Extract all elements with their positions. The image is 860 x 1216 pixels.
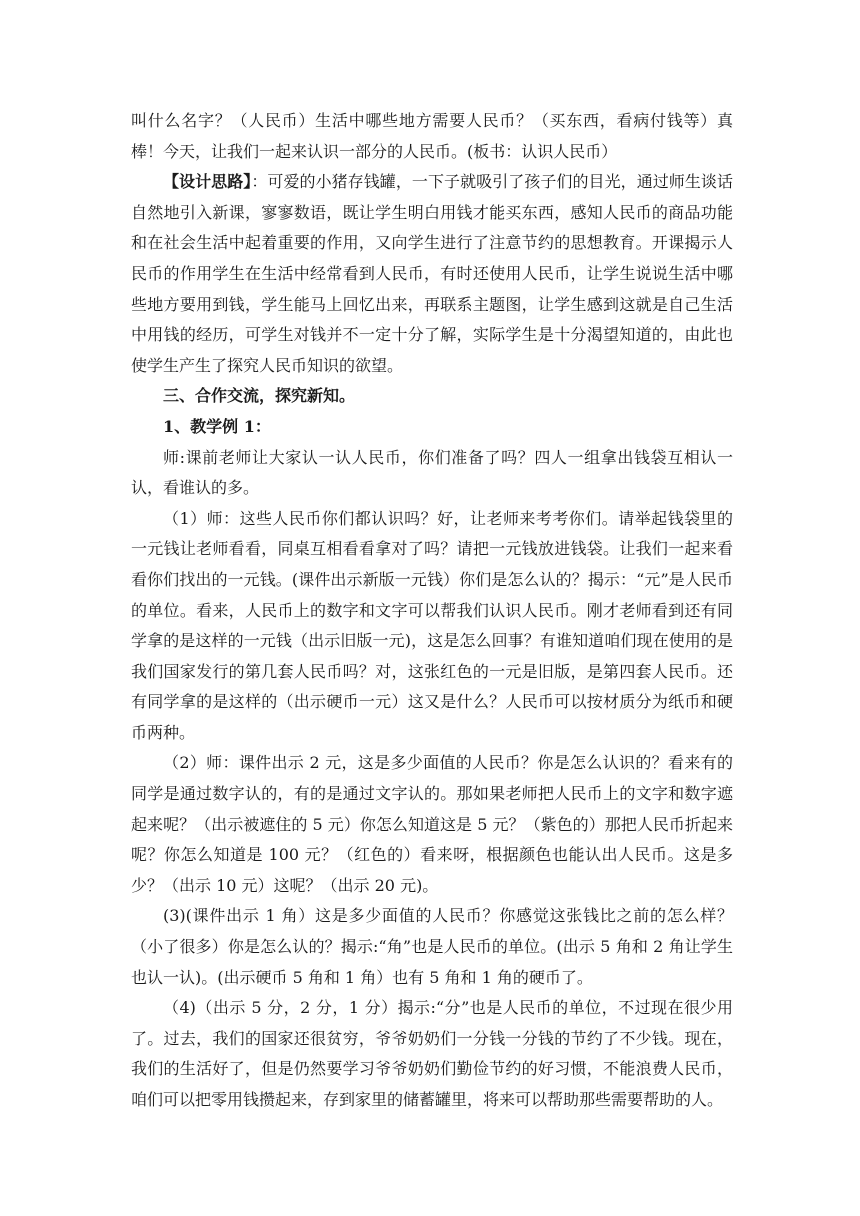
teacher-intro-paragraph: 师:课前老师让大家认一认人民币，你们准备了吗？四人一组拿出钱袋互相认一认，看谁认的多。	[131, 447, 733, 498]
design-idea-text: ：可爱的小猪存钱罐，一下子就吸引了孩子们的目光，通过师生谈话自然地引入新课，寥寥数语，既让学生明白用钱才能买东西，感知人民币的商品功能和在社会生活中起着重要的作用，又向学生进行了注意节约的思想教育。开课揭示人民币的作用学生在生活中经常看到人民币，有时还使用人民币，让学生说说生活中哪些地方要用到钱，学生能马上回忆出来，再联系主题图，让学生感到这就是自己生活中用钱的经历，可学生对钱并不一定十分了解，实际学生是十分渴望知道的，由此也使学生产生了探究人民币知识的欲望。	[131, 172, 733, 375]
intro-paragraph: 叫什么名字？（人民币）生活中哪些地方需要人民币？（买东西，看病付钱等）真棒！今天，让我们一起来认识一部分的人民币。(板书：认识人民币）	[131, 111, 733, 161]
design-idea-paragraph	[131, 167, 733, 381]
document-body	[131, 106, 733, 1116]
example-1-heading: 1、教学例 1：	[163, 416, 271, 436]
item-2-paragraph: （2）师：课件出示 2 元，这是多少面值的人民币？你是怎么认识的？看来有的同学是通过数字认的，有的是通过文字认的。那如果老师把人民币上的文字和数字遮起来呢？（出示被遮住的 5 元）你怎么知道这是 5 元？（紫色的）那把人民币折起来呢？你怎么知道是 100 元？（红色的）看来呀，根据颜色也能认出人民币。这是多少？（出示 10 元）这呢？（出示 20 元)。	[131, 753, 733, 895]
design-idea-label: 【设计思路】	[163, 172, 252, 192]
item-4-paragraph: （4)（出示 5 分，2 分，1 分）揭示:“分”也是人民币的单位，不过现在很少用了。过去，我们的国家还很贫穷，爷爷奶奶们一分钱一分钱的节约了不少钱。现在，我们的生活好了，但是仍然要学习爷爷奶奶们勤俭节约的好习惯，不能浪费人民币，咱们可以把零用钱攒起来，存到家里的储蓄罐里，将来可以帮助那些需要帮助的人。	[131, 998, 733, 1109]
item-1-paragraph: （1）师：这些人民币你们都认识吗？好，让老师来考考你们。请举起钱袋里的一元钱让老师看看，同桌互相看看拿对了吗？请把一元钱放进钱袋。让我们一起来看看你们找出的一元钱。(课件出示新版一元钱）你们是怎么认的？揭示：“元”是人民币的单位。看来，人民币上的数字和文字可以帮我们认识人民币。刚才老师看到还有同学拿的是这样的一元钱（出示旧版一元)，这是怎么回事？有谁知道咱们现在使用的是我们国家发行的第几套人民币吗？对，这张红色的一元是旧版，是第四套人民币。还有同学拿的是这样的（出示硬币一元）这又是什么？人民币可以按材质分为纸币和硬币两种。	[131, 508, 733, 742]
section-3-heading: 三、合作交流，探究新知。	[163, 386, 356, 406]
item-3-paragraph: (3)(课件出示 1 角）这是多少面值的人民币？你感觉这张钱比之前的怎么样？（小了很多）你是怎么认的？揭示:“角”也是人民币的单位。(出示 5 角和 2 角让学生也认一认)。(出示硬币 5 角和 1 角）也有 5 角和 1 角的硬币了。	[131, 906, 733, 987]
